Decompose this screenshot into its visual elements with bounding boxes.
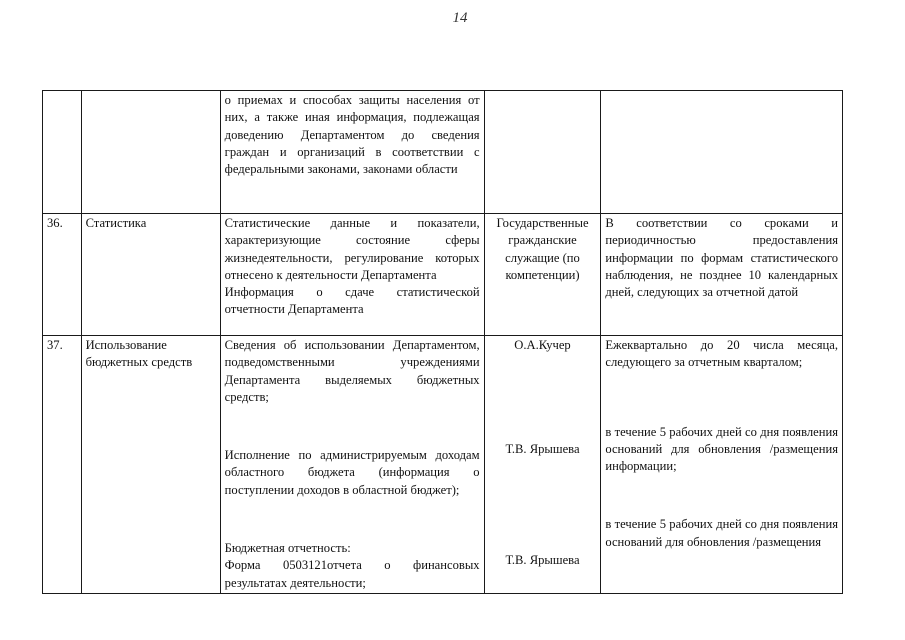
term-paragraph: в течение 5 рабочих дней со дня появления оснований для обновления /размещения	[605, 517, 838, 549]
row-number-cell	[43, 91, 82, 214]
row-content-cell	[220, 336, 484, 594]
row-number-cell: 37.	[43, 336, 82, 594]
row-name-cell: Использование бюджетных средств	[81, 336, 220, 594]
content-paragraph: Исполнение по администрируемым доходам областного бюджета (информация о поступлении доходов в областной бюджет);	[224, 448, 480, 497]
row-responsible-cell: Государственные гражданские служащие (по компетенции)	[484, 214, 601, 336]
row-term-cell	[601, 336, 843, 594]
content-paragraph: Статистические данные и показатели, характеризующие состояние сферы жизнедеятельности, регулирование которых отнесено к деятельности Департамента	[224, 216, 480, 282]
table-row	[43, 214, 843, 336]
table-row	[43, 91, 843, 214]
responsible-name: Т.В. Ярышева	[505, 552, 580, 567]
term-paragraph: Ежеквартально до 20 числа месяца, следующего за отчетным кварталом;	[605, 338, 838, 370]
content-paragraph: Сведения об использовании Департаментом, подведомственными учреждениями Департамента выделяемых бюджетных средств;	[224, 338, 480, 404]
content-paragraph: Форма 0503121отчета о финансовых результатах деятельности;	[224, 558, 480, 590]
row-name-cell: Статистика	[81, 214, 220, 336]
row-name-cell	[81, 91, 220, 214]
term-paragraph: в течение 5 рабочих дней со дня появления оснований для обновления /размещения информации;	[605, 424, 838, 474]
information-table	[42, 90, 843, 594]
responsible-name: О.А.Кучер	[514, 338, 571, 352]
row-term-cell	[601, 91, 843, 214]
content-paragraph: Информация о сдаче статистической отчетности Департамента	[224, 285, 480, 317]
row-content-cell	[220, 214, 484, 336]
row-responsible-cell	[484, 91, 601, 214]
row-content-cell: о приемах и способах защиты населения от них, а также иная информация, подлежащая доведению Департаментом до сведения граждан и организаций в соответствии с федеральными законами, законами области	[220, 91, 484, 214]
content-paragraph: Бюджетная отчетность:	[224, 541, 351, 556]
page-number: 14	[452, 10, 468, 26]
row-responsible-cell	[484, 336, 601, 594]
row-number-cell: 36.	[43, 214, 82, 336]
row-term-cell: В соответствии со сроками и периодичностью предоставления информации по формам статистического наблюдения, не позднее 10 календарных дней, следующих за отчетной датой	[601, 214, 843, 336]
responsible-name: Т.В. Ярышева	[505, 442, 580, 457]
table-row	[43, 336, 843, 594]
